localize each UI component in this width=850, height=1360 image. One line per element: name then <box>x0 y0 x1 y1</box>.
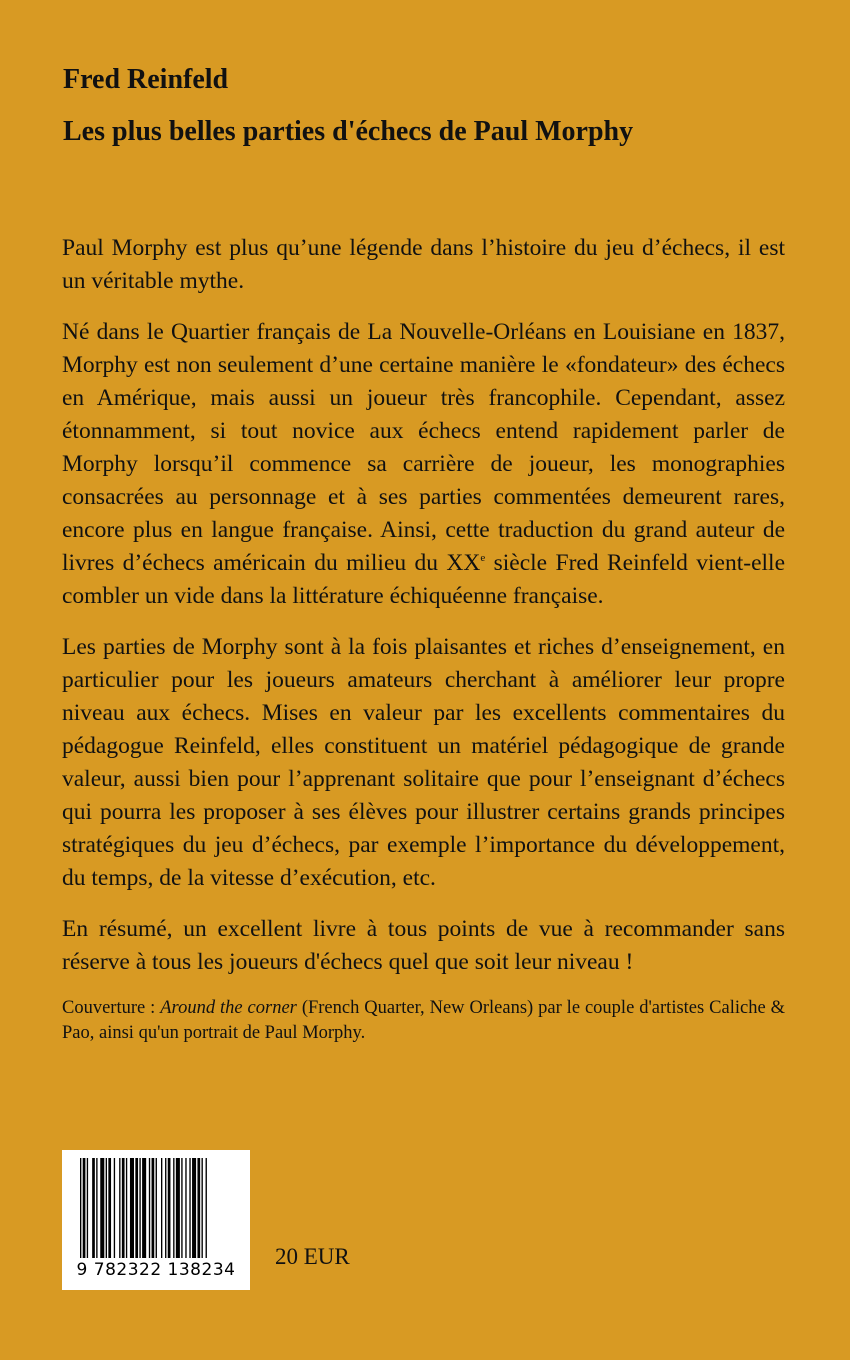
barcode-bar <box>135 1158 138 1258</box>
barcode-bar <box>108 1158 111 1258</box>
barcode-bar <box>80 1158 81 1258</box>
barcode-bar <box>161 1158 162 1258</box>
barcode-bar <box>139 1158 140 1258</box>
barcode-bar <box>202 1158 203 1258</box>
barcode-bar <box>126 1158 127 1258</box>
paragraph-3: Les parties de Morphy sont à la fois plaisantes et riches d’enseignement, en particulier pour les joueurs amateurs cherchant à améliorer leur propre niveau aux échecs. Mises en valeur par les excellents commentaires du pédagogue Reinfeld, elles constituent un matériel pédagogique de grande valeur, aussi bien pour l’apprenant solitaire que pour l’enseignant d’échecs qui pourra les proposer à ses élèves pour illustrer certains grands principes stratégiques du jeu d’échecs, par exemple l’importance du développement, du temps, de la vitesse d’exécution, etc. <box>62 634 785 891</box>
blurb <box>62 232 785 997</box>
barcode-bar <box>87 1158 88 1258</box>
barcode-bar <box>181 1158 182 1258</box>
barcode-bar <box>156 1158 157 1258</box>
paragraph-2-part-1: Né dans le Quartier français de La Nouvelle-Orléans en Louisiane en 1837, Morphy est non seulement d’une certaine manière le «fondateur» des échecs en Amérique, mais aussi un joueur très francophile. Cependant, assez étonnamment, si tout novice aux échecs entend rapidement parler de Morphy lorsqu’il commence sa carrière de joueur, les monographies consacrées au personnage et à ses parties commentées demeurent rares, encore plus en langue française. Ainsi, cette traduction du grand auteur de livres d’échecs américain du milieu du XX <box>62 319 785 576</box>
barcode-bars <box>62 1150 250 1262</box>
barcode-bar <box>96 1158 97 1258</box>
paragraph-2 <box>62 316 785 613</box>
price: 20 EUR <box>275 1244 350 1269</box>
barcode-bar <box>100 1158 104 1258</box>
barcode-bar <box>83 1158 86 1258</box>
barcode-bar <box>189 1158 190 1258</box>
barcode-bar <box>168 1158 171 1258</box>
barcode-bar <box>197 1158 200 1258</box>
barcode-bar <box>206 1158 207 1258</box>
paragraph-1: Paul Morphy est plus qu’une légende dans l’histoire du jeu d’échecs, il est un véritable mythe. <box>62 235 785 294</box>
barcode-bar <box>185 1158 186 1258</box>
isbn-barcode <box>62 1150 250 1290</box>
barcode-bar <box>149 1158 150 1258</box>
barcode-bar <box>119 1158 120 1258</box>
author-name: Fred Reinfeld <box>63 64 229 95</box>
barcode-bar <box>192 1158 196 1258</box>
barcode-bar <box>165 1158 166 1258</box>
barcode-bar <box>176 1158 180 1258</box>
century-superscript: e <box>480 552 486 564</box>
barcode-bar <box>114 1158 115 1258</box>
barcode-bar <box>130 1158 134 1258</box>
cover-credit <box>62 996 785 1046</box>
isbn-digits: 9 782322 138234 <box>76 1260 236 1280</box>
barcode-bar <box>173 1158 174 1258</box>
barcode-bar <box>152 1158 155 1258</box>
paragraph-2-part-2: siècle Fred Reinfeld vient-elle combler un vide dans la littérature échiquéenne française. <box>62 550 785 609</box>
credit-suffix: (French Quarter, New Orleans) par le couple d'artistes Caliche & Pao, ainsi qu'un portrait de Paul Morphy. <box>62 998 785 1043</box>
barcode-bar <box>122 1158 125 1258</box>
credit-artwork-title: Around the corner <box>160 998 297 1018</box>
barcode-bar <box>142 1158 146 1258</box>
credit-prefix: Couverture : <box>62 998 161 1018</box>
paragraph-4: En résumé, un excellent livre à tous points de vue à recommander sans réserve à tous les joueurs d'échecs quel que soit leur niveau ! <box>62 916 785 975</box>
barcode-bar <box>92 1158 95 1258</box>
barcode-bar <box>106 1158 107 1258</box>
book-title: Les plus belles parties d'échecs de Paul Morphy <box>63 116 634 147</box>
